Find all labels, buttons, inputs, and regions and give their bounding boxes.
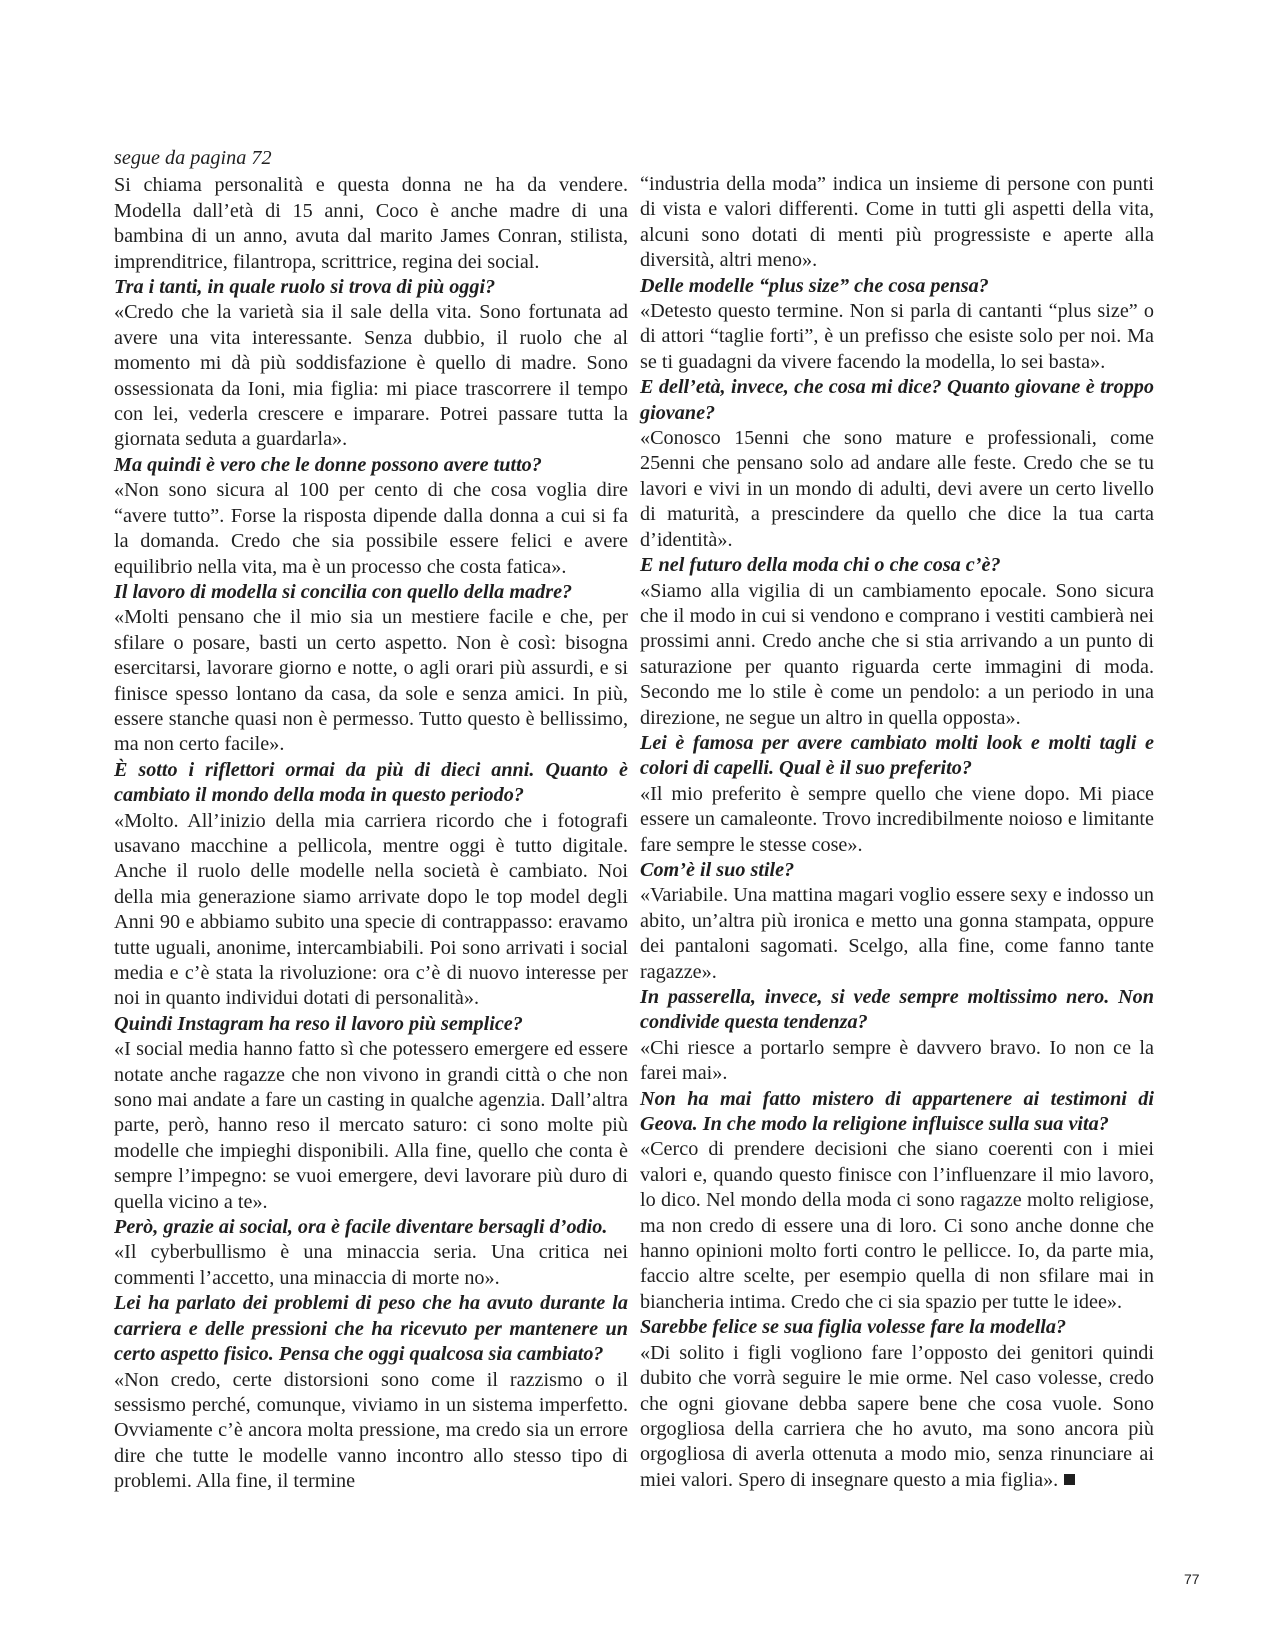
question-text: Com’è il suo stile? (640, 858, 795, 881)
question-text: Ma quindi è vero che le donne possono avere tutto? (114, 453, 542, 476)
question-text: Però, grazie ai social, ora è facile diventare bersagli d’odio. (114, 1216, 608, 1239)
question-text: In passerella, invece, si vede sempre moltissimo nero. Non condivide questa tendenza? (640, 986, 1154, 1034)
answer-text: «Cerco di prendere decisioni che siano coerenti con i miei valori e, quando questo finisce con l’influenzare il mio lavoro, lo dico. Nel mondo della moda ci sono ragazze molto religiose, ma non credo di essere una di loro. Ci sono anche donne che hanno opinioni molto forti contro le pellicce. Io, da parte mia, faccio altre scelte, per esempio quella di non sfilare mai in biancheria intima. Credo che ci sia spazio per tutte le idee». (640, 1138, 1154, 1313)
answer-text: «Il mio preferito è sempre quello che viene dopo. Mi piace essere un camaleonte. Trovo incredibilmente noioso e limitante fare sempre le stesse cose». (640, 782, 1154, 856)
interview-question (640, 553, 1154, 578)
answer-text: «Credo che la varietà sia il sale della vita. Sono fortunata ad avere una vita interessante. Senza dubbio, il ruolo che al momento mi dà più soddisfazione è quello di madre. Sono ossessionata da Ioni, mia figlia: mi piace trascorrere il tempo con lei, vederla crescere e imparare. Potrei passare tutta la giornata seduta a guardarla». (114, 301, 628, 451)
answer-text: «Il cyberbullismo è una minaccia seria. Una critica nei commenti l’accetto, una minaccia di morte no». (114, 1241, 628, 1289)
interview-answer (114, 478, 628, 580)
interview-answer (640, 1341, 1154, 1493)
interview-answer (114, 605, 628, 757)
interview-answer (640, 782, 1154, 858)
interview-question (640, 375, 1154, 426)
interview-answer (640, 883, 1154, 985)
interview-answer (640, 1137, 1154, 1315)
answer-text: «Chi riesce a portarlo sempre è davvero bravo. Io non ce la farei mai». (640, 1036, 1154, 1085)
interview-answer (114, 1368, 628, 1495)
question-text: Delle modelle “plus size” che cosa pensa? (640, 274, 989, 297)
page-number: 77 (1184, 1571, 1200, 1587)
interview-question (640, 274, 1154, 299)
interview-answer (640, 1036, 1154, 1087)
interview-answer (114, 809, 628, 1012)
right-column (640, 172, 1154, 1493)
answer-text: «I social media hanno fatto sì che potessero emergere ed essere notate anche ragazze che non vivono in grandi città o che non sono mai andate a fare un casting in qualche agenzia. Dall’altra parte, però, hanno reso il mercato saturo: ci sono molte più modelle che impieghi disponibili. Alla fine, quello che conta è sempre l’impegno: se vuoi emergere, devi lavorare più duro di quella vicino a te». (114, 1038, 628, 1213)
interview-question (640, 1315, 1154, 1340)
left-column (114, 146, 628, 1495)
interview-answer (640, 579, 1154, 731)
interview-answer (114, 1240, 628, 1291)
question-text: È sotto i riflettori ormai da più di dieci anni. Quanto è cambiato il mondo della moda in questo periodo? (114, 758, 628, 807)
answer-text: «Molti pensano che il mio sia un mestiere facile e che, per sfilare o posare, basti un certo aspetto. Non è così: bisogna esercitarsi, lavorare giorno e notte, o agli orari più assurdi, e si finisce spesso lontano da casa, da sole e senza amici. In più, essere stanche quasi non è permesso. Tutto questo è bellissimo, ma non certo facile». (114, 606, 628, 756)
question-text: E nel futuro della moda chi o che cosa c’è? (640, 554, 1001, 577)
interview-question (640, 731, 1154, 782)
question-text: Lei ha parlato dei problemi di peso che ha avuto durante la carriera e delle pressioni che ha ricevuto per mantenere un certo aspetto fisico. Pensa che oggi qualcosa sia cambiato? (114, 1292, 628, 1366)
end-of-article-mark (1064, 1474, 1075, 1485)
answer-text: «Di solito i figli vogliono fare l’opposto dei genitori quindi dubito che vorrà seguire le mie orme. Nel caso volesse, credo che ogni giovane debba sapere bene che cosa vuole. Sono orgogliosa della carriera che ho avuto, ma sono ancora più orgogliosa di averla ottenuta a modo mio, senza rinunciare ai miei valori. Spero di insegnare questo a mia figlia». (640, 1341, 1154, 1491)
answer-text: «Conosco 15enni che sono mature e professionali, come 25enni che pensano solo ad andare alle feste. Credo che se tu lavori e vivi in un mondo di adulti, devi avere un certo livello di maturità, a prescindere da quello che dice la tua carta d’identità». (640, 427, 1154, 551)
answer-text: «Detesto questo termine. Non si parla di cantanti “plus size” o di attori “taglie forti”, è un prefisso che esiste solo per noi. Ma se ti guadagni da vivere facendo la modella, lo sei basta». (640, 300, 1154, 373)
interview-question (640, 858, 1154, 883)
answer-text: Si chiama personalità e questa donna ne ha da vendere. Modella dall’età di 15 anni, Coco è anche madre di una bambina di un anno, avuta dal marito James Conran, stilista, imprenditrice, filantropa, scrittrice, regina dei social. (114, 174, 628, 273)
question-text: Il lavoro di modella si concilia con quello della madre? (114, 580, 573, 603)
interview-answer (640, 426, 1154, 553)
question-text: Quindi Instagram ha reso il lavoro più semplice? (114, 1012, 523, 1035)
answer-text: «Variabile. Una mattina magari voglio essere sexy e indosso un abito, un’altra più ironica e metto una gonna stampata, oppure dei pantaloni sagomati. Scelgo, alla fine, come fanno tante ragazze». (640, 884, 1154, 983)
answer-text: «Molto. All’inizio della mia carriera ricordo che i fotografi usavano macchine a pellicola, mentre oggi è tutto digitale. Anche il ruolo delle modelle nella società è cambiato. Noi della mia generazione siamo arrivate dopo le top model degli Anni 90 e abbiamo subito una specie di contrappasso: eravamo tutte uguali, anonime, intercambiabili. Poi sono arrivati i social media e c’è stata la rivoluzione: ora c’è di nuovo interesse per noi in quanto individui dotati di personalità». (114, 809, 628, 1010)
right-column-body (640, 172, 1154, 1493)
left-column-body (114, 173, 628, 1494)
answer-text: «Non sono sicura al 100 per cento di che cosa voglia dire “avere tutto”. Forse la risposta dipende dalla donna a cui si fa la domanda. Credo che sia possibile essere felici e avere equilibrio nella vita, ma è un processo che costa fatica». (114, 479, 628, 578)
interview-answer (114, 173, 628, 275)
interview-question (114, 453, 628, 478)
interview-question (114, 1291, 628, 1367)
interview-answer (114, 1037, 628, 1215)
interview-question (114, 1215, 628, 1240)
interview-question (114, 1012, 628, 1037)
question-text: Lei è famosa per avere cambiato molti look e molti tagli e colori di capelli. Qual è il suo preferito? (640, 731, 1154, 780)
question-text: Tra i tanti, in quale ruolo si trova di più oggi? (114, 276, 496, 299)
interview-question (640, 1087, 1154, 1138)
interview-answer (114, 300, 628, 452)
interview-question (640, 985, 1154, 1036)
answer-text: «Non credo, certe distorsioni sono come il razzismo o il sessismo perché, comunque, viviamo in un sistema imperfetto. Ovviamente c’è ancora molta pressione, ma credo sia un errore dire che tutte le modelle vanno incontro allo stesso tipo di problemi. Alla fine, il termine (114, 1368, 628, 1493)
interview-question (114, 580, 628, 605)
answer-text: «Siamo alla vigilia di un cambiamento epocale. Sono sicura che il modo in cui si vendono e comprano i vestiti cambierà nei prossimi anni. Credo anche che si stia arrivando a un punto di saturazione per quanto riguarda certe immagini di moda. Secondo me lo stile è come un pendolo: a un periodo in una direzione, ne segue un altro in quella opposta». (640, 579, 1154, 729)
question-text: Sarebbe felice se sua figlia volesse fare la modella? (640, 1316, 1067, 1339)
question-text: E dell’età, invece, che cosa mi dice? Quanto giovane è troppo giovane? (640, 376, 1154, 424)
question-text: Non ha mai fatto mistero di appartenere ai testimoni di Geova. In che modo la religione influisce sulla sua vita? (640, 1087, 1154, 1136)
answer-text: “industria della moda” indica un insieme di persone con punti di vista e valori differenti. Come in tutti gli aspetti della vita, alcuni sono dotati di menti più progressiste e aperte alla diversità, altri meno». (640, 173, 1154, 272)
interview-answer (640, 299, 1154, 375)
interview-question (114, 758, 628, 809)
interview-question (114, 275, 628, 300)
interview-answer (640, 172, 1154, 274)
continued-from-note: segue da pagina 72 (114, 147, 272, 169)
